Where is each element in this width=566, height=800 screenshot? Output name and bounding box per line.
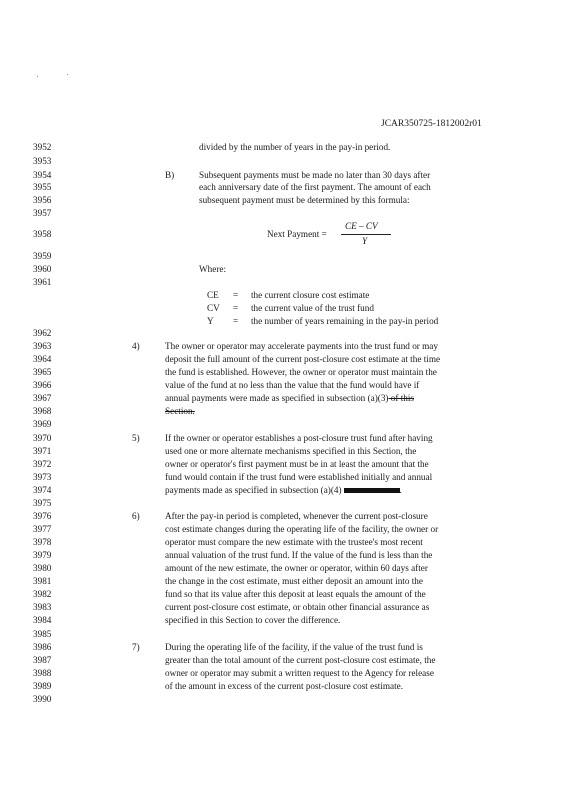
formula-numerator: CE – CV [345,221,378,231]
line-number: 3972 [33,459,52,469]
paragraph-marker-6: 6) [132,511,140,521]
struck-text: Section. [165,406,195,416]
line-number: 3989 [33,681,52,691]
line-number: 3986 [33,642,52,652]
line-number: 3979 [33,550,52,560]
line-number: 3982 [33,589,52,599]
line-number: 3978 [33,537,52,547]
body-text-line: the change in the cost estimate, must either deposit an amount into the [165,576,423,586]
body-text-line: subsequent payment must be determined by this formula: [199,195,410,205]
body-text-line: owner or operator may submit a written request to the Agency for release [165,668,434,678]
line-number: 3968 [33,406,52,416]
text-run: annual payments were made as specified in subsection (a)(3) [165,393,389,403]
formula-label: Next Payment = [267,229,327,239]
text-run: payments made as specified in subsection (a)(4) [165,485,342,495]
body-text-line: fund would contain if the trust fund were established initially and annual [165,472,433,482]
line-number: 3956 [33,195,52,205]
definition-equals: = [233,290,239,300]
line-number: 3988 [33,668,52,678]
body-text-line: current post-closure cost estimate, or obtain other financial assurance as [165,602,430,612]
body-text-line: each anniversary date of the first payment. The amount of each [199,182,431,192]
line-number: 3957 [33,208,52,218]
document-id: JCAR350725-1812002r01 [381,119,482,129]
definition-symbol: CE [207,290,219,300]
line-number: 3959 [33,251,52,261]
line-number: 3975 [33,498,52,508]
line-number: 3953 [33,156,52,166]
body-text-line [165,393,414,403]
body-text-line: the fund is established. However, the owner or operator must maintain the [165,367,437,377]
body-text-line: value of the fund at no less than the value that the fund would have if [165,380,420,390]
line-number: 3981 [33,576,52,586]
body-text-line: divided by the number of years in the pay-in period. [199,142,391,152]
scan-speck [67,74,68,75]
line-number: 3967 [33,393,52,403]
line-number: 3987 [33,655,52,665]
body-text-line: Subsequent payments must be made no later than 30 days after [199,170,431,180]
line-number: 3977 [33,524,52,534]
body-text-line: If the owner or operator establishes a post-closure trust fund after having [165,433,433,443]
line-number: 3970 [33,433,52,443]
body-text-line: operator must compare the new estimate with the trustee's most recent [165,537,423,547]
body-text-line: amount of the new estimate, the owner or operator, within 60 days after [165,563,428,573]
fraction-bar [341,234,391,235]
text-run: . [399,485,402,495]
where-label: Where: [199,264,227,274]
line-number: 3952 [33,142,52,152]
paragraph-marker-5: 5) [132,433,140,443]
definition-text: the current value of the trust fund [251,303,374,313]
body-text-line: annual valuation of the trust fund. If the value of the fund is less than the [165,550,433,560]
definition-text: the number of years remaining in the pay-in period [251,316,439,326]
body-text-line: greater than the total amount of the current post-closure cost estimate, the [165,655,436,665]
body-text-line: During the operating life of the facility, if the value of the trust fund is [165,642,423,652]
definition-symbol: Y [207,316,214,326]
body-text-line: of the amount in excess of the current post-closure cost estimate. [165,681,404,691]
scan-speck [37,76,38,77]
line-number: 3964 [33,354,52,364]
line-number: 3976 [33,511,52,521]
body-text-line [165,485,402,495]
paragraph-marker-4: 4) [132,341,140,351]
line-number: 3984 [33,615,52,625]
line-number: 3980 [33,563,52,573]
struck-text: of this [388,393,415,403]
line-number: 3990 [33,694,52,704]
body-text-line: owner or operator's first payment must be in at least the amount that the [165,459,429,469]
line-number: 3961 [33,277,52,287]
line-number: 3955 [33,182,52,192]
body-text-line: used one or more alternate mechanisms specified in this Section, the [165,446,417,456]
body-text-line: deposit the full amount of the current post-closure cost estimate at the time [165,354,441,364]
line-number: 3973 [33,472,52,482]
definition-equals: = [233,303,239,313]
body-text-line: fund so that its value after this deposit at least equals the amount of the [165,589,426,599]
line-number: 3962 [33,328,52,338]
list-marker-b: B) [165,170,175,180]
definition-text: the current closure cost estimate [251,290,370,300]
line-number: 3985 [33,629,52,639]
line-number: 3963 [33,341,52,351]
line-number: 3974 [33,485,52,495]
line-number: 3971 [33,446,52,456]
paragraph-marker-7: 7) [132,642,140,652]
line-number: 3960 [33,264,52,274]
definition-equals: = [233,316,239,326]
line-number: 3958 [33,229,52,239]
redaction-mark [344,488,400,493]
formula-denominator: Y [362,236,368,246]
body-text-line: The owner or operator may accelerate payments into the trust fund or may [165,341,438,351]
body-text-line: cost estimate changes during the operating life of the facility, the owner or [165,524,439,534]
body-text-line: specified in this Section to cover the difference. [165,615,341,625]
line-number: 3966 [33,380,52,390]
line-number: 3969 [33,419,52,429]
line-number: 3983 [33,602,52,612]
line-number: 3954 [33,170,52,180]
line-number: 3965 [33,367,52,377]
definition-symbol: CV [207,303,220,313]
body-text-line: After the pay-in period is completed, whenever the current post-closure [165,511,428,521]
